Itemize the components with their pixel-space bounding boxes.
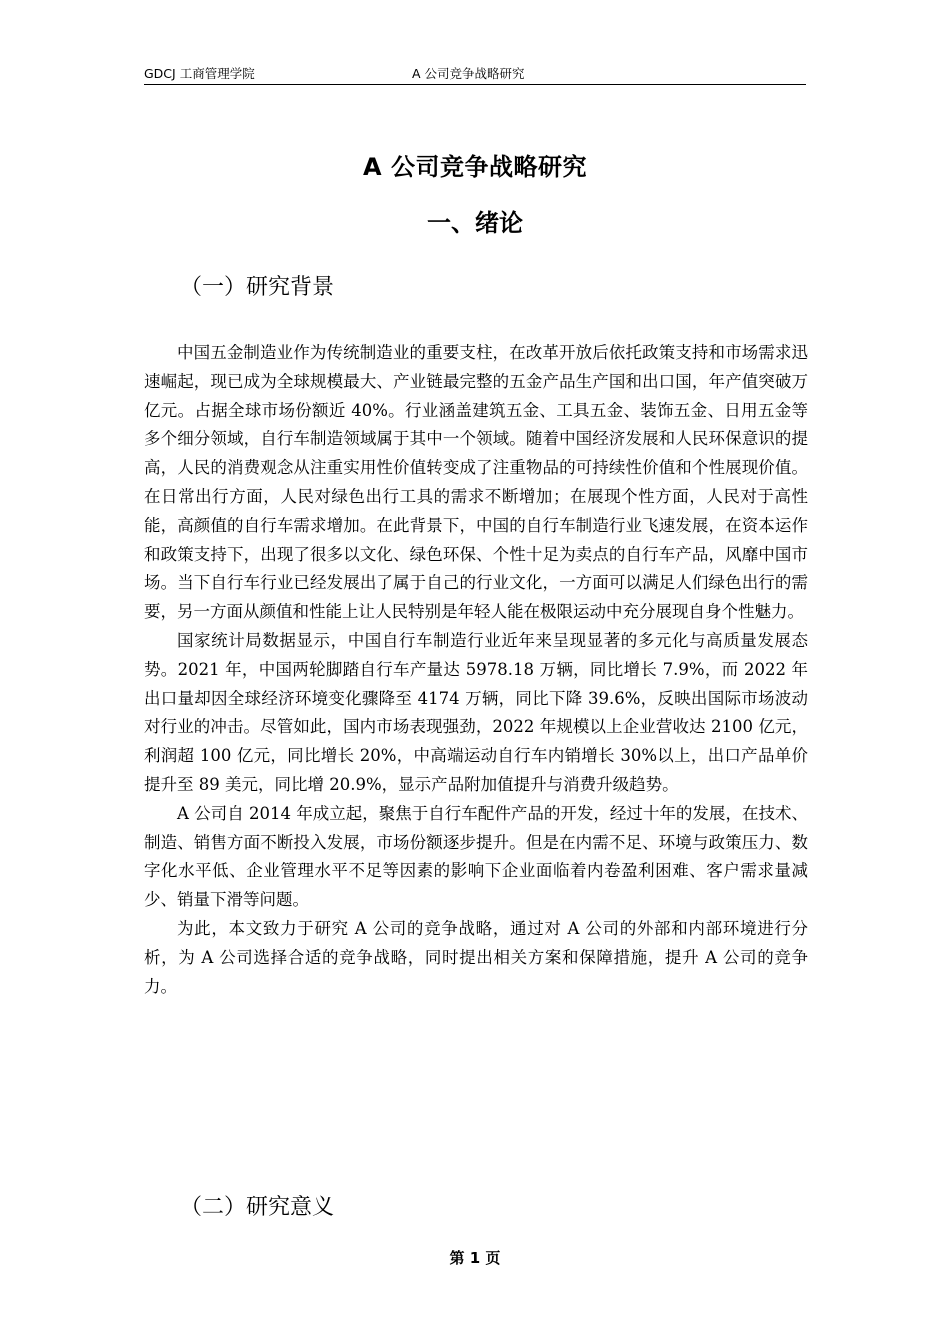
paragraph: 中国五金制造业作为传统制造业的重要支柱，在改革开放后依托政策支持和市场需求迅速崛起，现已成为全球规模最大、产业链最完整的五金产品生产国和出口国，年产值突破万亿元。占据全球市场份额近 40%。行业涵盖建筑五金、工具五金、装饰五金、日用五金等多个细分领域，自行车制造领域属于其中一个领域。随着中国经济发展和人民环保意识的提高，人民的消费观念从注重实用性价值转变成了注重物品的可持续性价值和个性展现价值。在日常出行方面，人民对绿色出行工具的需求不断增加；在展现个性方面，人民对于高性能，高颜值的自行车需求增加。在此背景下，中国的自行车制造行业飞速发展，在资本运作和政策支持下，出现了很多以文化、绿色环保、个性十足为卖点的自行车产品，风靡中国市场。当下自行车行业已经发展出了属于自己的行业文化，一方面可以满足人们绿色出行的需要，另一方面从颜值和性能上让人民特别是年轻人能在极限运动中充分展现自身个性魅力。	[144, 343, 808, 622]
section-heading-significance: （二）研究意义	[180, 1195, 335, 1220]
page-header	[144, 66, 806, 85]
paragraph: A 公司自 2014 年成立起，聚焦于自行车配件产品的开发，经过十年的发展，在技术、制造、销售方面不断投入发展，市场份额逐步提升。但是在内需不足、环境与政策压力、数字化水平低、企业管理水平不足等因素的影响下企业面临着内卷盈利困难、客户需求量减少、销量下滑等问题。	[144, 803, 808, 910]
chapter-heading: 一、绪论	[427, 209, 523, 237]
paragraph: 国家统计局数据显示，中国自行车制造行业近年来呈现显著的多元化与高质量发展态势。2021 年，中国两轮脚踏自行车产量达 5978.18 万辆，同比增长 7.9%，而 2022 年出口量却因全球经济环境变化骤降至 4174 万辆，同比下降 39.6%，反映出国际市场波动对行业的冲击。尽管如此，国内市场表现强劲，2022 年规模以上企业营收达 2100 亿元，利润超 100 亿元，同比增长 20%，中高端运动自行车内销增长 30%以上，出口产品单价提升至 89 美元，同比增 20.9%，显示产品附加值提升与消费升级趋势。	[144, 630, 808, 794]
page-number: 第 1 页	[449, 1249, 501, 1267]
section-heading-background: （一）研究背景	[180, 275, 335, 300]
body-text	[144, 339, 808, 1001]
paragraph: 为此，本文致力于研究 A 公司的竞争战略，通过对 A 公司的外部和内部环境进行分析，为 A 公司选择合适的竞争战略，同时提出相关方案和保障措施，提升 A 公司的竞争力。	[144, 918, 808, 996]
document-title: A 公司竞争战略研究	[363, 153, 587, 181]
header-document-title: A 公司竞争战略研究	[412, 66, 525, 81]
header-institution: GDCJ 工商管理学院	[144, 66, 255, 81]
